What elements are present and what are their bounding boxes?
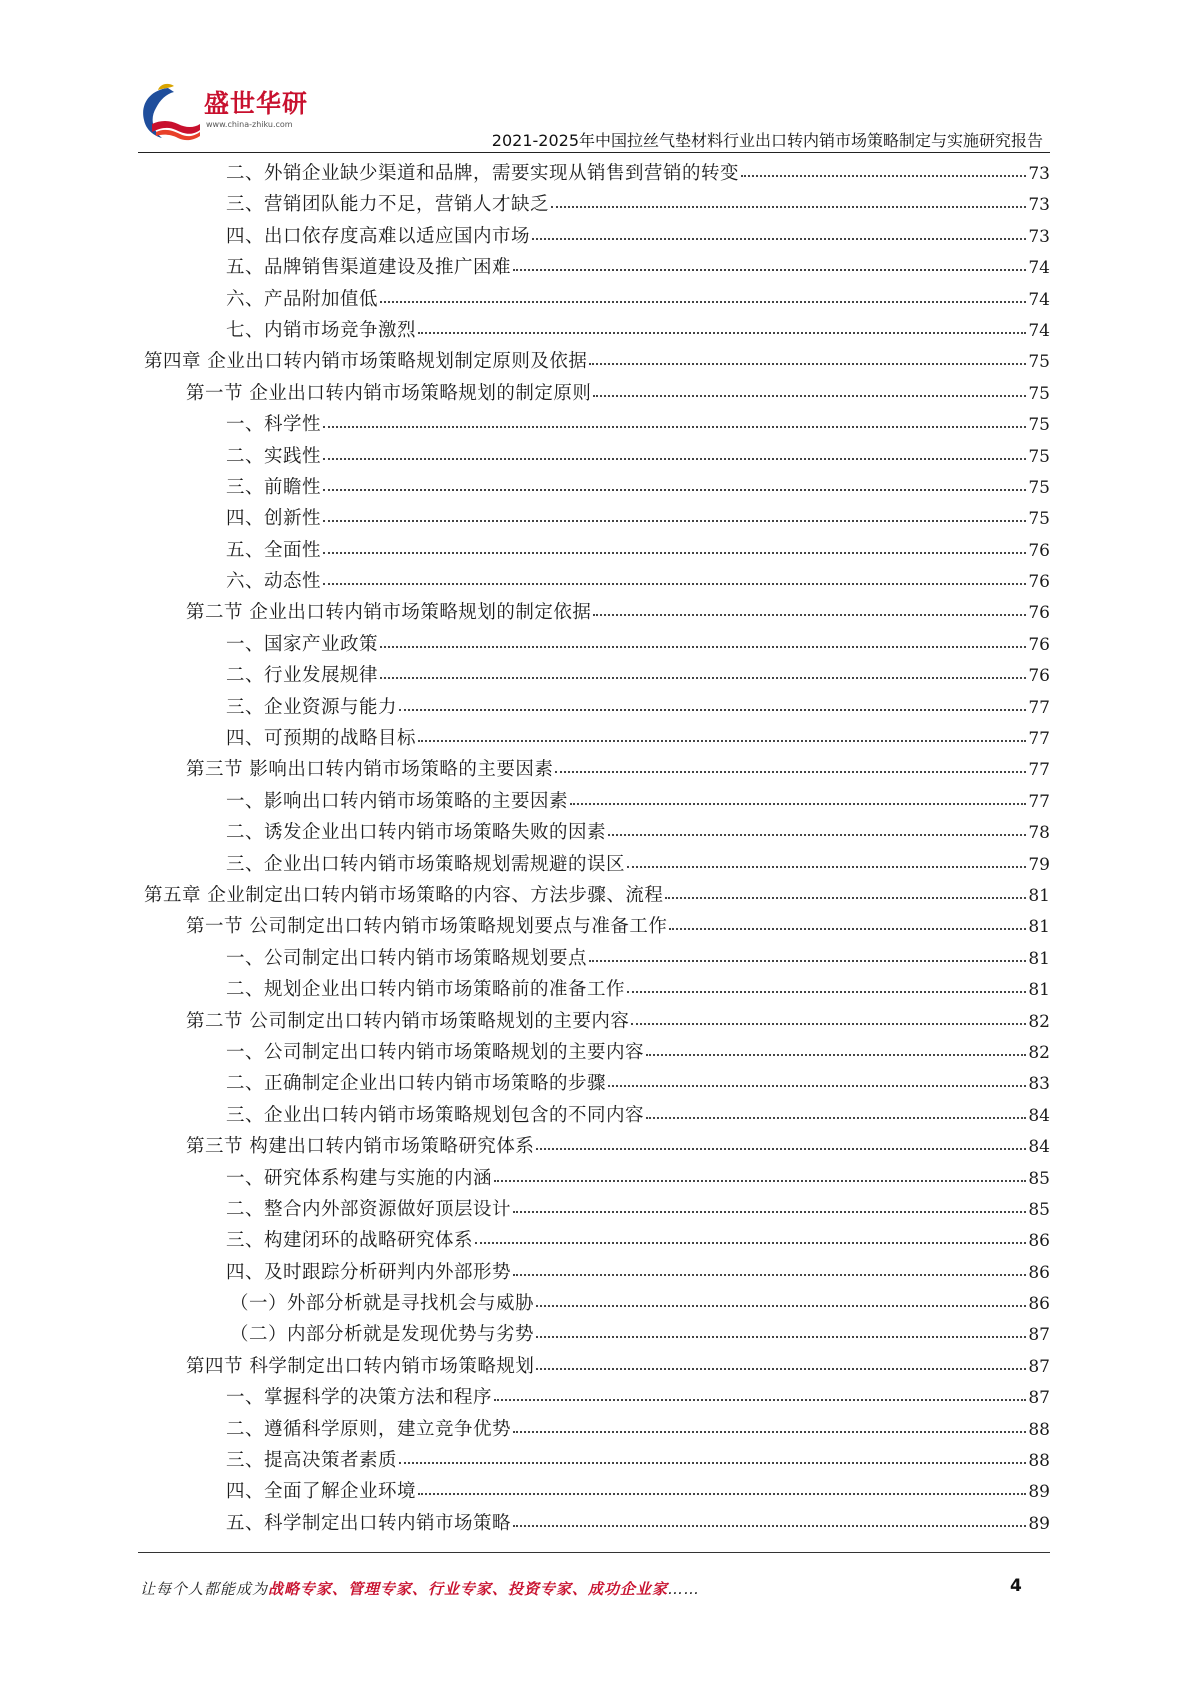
toc-entry-label: （二）内部分析就是发现优势与劣势 bbox=[230, 1324, 535, 1346]
toc-entry-label: 二、整合内外部资源做好顶层设计 bbox=[226, 1198, 512, 1220]
toc-entry[interactable] bbox=[144, 1351, 1050, 1382]
toc-leader-dots bbox=[627, 865, 1026, 868]
toc-leader-dots bbox=[475, 1241, 1026, 1244]
toc-entry-label: 三、提高决策者素质 bbox=[226, 1450, 398, 1472]
toc-leader-dots bbox=[418, 1492, 1026, 1495]
toc-leader-dots bbox=[608, 833, 1026, 836]
toc-entry-label: 二、正确制定企业出口转内销市场策略的步骤 bbox=[226, 1073, 607, 1095]
toc-entry-label: 三、企业出口转内销市场策略规划包含的不同内容 bbox=[226, 1104, 645, 1126]
toc-entry-page: 76 bbox=[1028, 603, 1050, 624]
toc-leader-dots bbox=[323, 425, 1026, 428]
toc-entry-label: 四、创新性 bbox=[226, 508, 322, 530]
toc-entry-page: 81 bbox=[1028, 885, 1050, 906]
toc-leader-dots bbox=[494, 1398, 1026, 1401]
toc-entry[interactable] bbox=[144, 629, 1050, 660]
toc-leader-dots bbox=[513, 1210, 1026, 1213]
toc-leader-dots bbox=[513, 1524, 1026, 1527]
toc-leader-dots bbox=[380, 676, 1026, 679]
toc-entry-label: 二、规划企业出口转内销市场策略前的准备工作 bbox=[226, 979, 626, 1001]
toc-entry[interactable] bbox=[144, 1476, 1050, 1507]
toc-leader-dots bbox=[593, 394, 1026, 397]
toc-entry-page: 75 bbox=[1028, 509, 1050, 530]
toc-entry-label: 二、遵循科学原则，建立竞争优势 bbox=[226, 1418, 512, 1440]
toc-entry-label: 三、营销团队能力不足，营销人才缺乏 bbox=[226, 194, 550, 216]
toc-leader-dots bbox=[627, 990, 1026, 993]
toc-entry[interactable] bbox=[144, 1257, 1050, 1288]
toc-entry[interactable] bbox=[144, 1414, 1050, 1445]
toc-leader-dots bbox=[536, 1304, 1026, 1307]
toc-entry-page: 77 bbox=[1028, 760, 1050, 781]
toc-entry[interactable] bbox=[144, 378, 1050, 409]
logo-url: www.china-zhiku.com bbox=[206, 120, 293, 129]
toc-entry-label: 四、可预期的战略目标 bbox=[226, 728, 417, 750]
toc-entry-label: 四、出口依存度高难以适应国内市场 bbox=[226, 225, 531, 247]
toc-leader-dots bbox=[646, 1116, 1026, 1119]
toc-leader-dots bbox=[323, 519, 1026, 522]
toc-leader-dots bbox=[513, 1273, 1026, 1276]
toc-entry-label: 一、研究体系构建与实施的内涵 bbox=[226, 1167, 493, 1189]
toc-leader-dots bbox=[323, 488, 1026, 491]
toc-entry[interactable] bbox=[144, 1100, 1050, 1131]
slogan-highlight: 战略专家、管理专家、行业专家、投资专家、成功企业家 bbox=[268, 1580, 669, 1598]
toc-entry-label: 一、公司制定出口转内销市场策略规划的主要内容 bbox=[226, 1041, 645, 1063]
toc-entry[interactable] bbox=[144, 284, 1050, 315]
toc-entry[interactable] bbox=[144, 315, 1050, 346]
toc-leader-dots bbox=[536, 1335, 1026, 1338]
toc-leader-dots bbox=[593, 613, 1026, 616]
toc-entry-label: 一、掌握科学的决策方法和程序 bbox=[226, 1387, 493, 1409]
footer-divider bbox=[138, 1552, 1050, 1553]
toc-entry-page: 74 bbox=[1028, 258, 1050, 279]
toc-entry[interactable] bbox=[144, 692, 1050, 723]
toc-entry[interactable] bbox=[144, 1382, 1050, 1413]
toc-leader-dots bbox=[570, 802, 1026, 805]
toc-entry[interactable] bbox=[144, 754, 1050, 785]
toc-entry-page: 86 bbox=[1028, 1231, 1050, 1252]
toc-leader-dots bbox=[631, 1022, 1026, 1025]
toc-leader-dots bbox=[741, 174, 1026, 177]
toc-entry-page: 75 bbox=[1028, 352, 1050, 373]
toc-entry-label: 一、影响出口转内销市场策略的主要因素 bbox=[226, 790, 569, 812]
toc-entry-page: 76 bbox=[1028, 540, 1050, 561]
toc-entry-label: 二、诱发企业出口转内销市场策略失败的因素 bbox=[226, 822, 607, 844]
toc-entry[interactable] bbox=[144, 189, 1050, 220]
toc-leader-dots bbox=[399, 1461, 1026, 1464]
toc-entry-label: 六、动态性 bbox=[226, 571, 322, 593]
toc-leader-dots bbox=[589, 959, 1026, 962]
toc-entry-label: 二、实践性 bbox=[226, 445, 322, 467]
toc-entry-page: 82 bbox=[1028, 1042, 1050, 1063]
toc-entry-label: 三、构建闭环的战略研究体系 bbox=[226, 1230, 474, 1252]
toc-entry-page: 77 bbox=[1028, 697, 1050, 718]
toc-entry[interactable] bbox=[144, 1006, 1050, 1037]
table-of-contents bbox=[144, 158, 1050, 1539]
toc-entry[interactable] bbox=[144, 1508, 1050, 1539]
toc-entry[interactable] bbox=[144, 911, 1050, 942]
toc-leader-dots bbox=[399, 708, 1026, 711]
toc-entry-label: 一、科学性 bbox=[226, 414, 322, 436]
toc-leader-dots bbox=[494, 1179, 1026, 1182]
toc-entry-label: 四、及时跟踪分析研判内外部形势 bbox=[226, 1261, 512, 1283]
toc-leader-dots bbox=[323, 551, 1026, 554]
toc-entry-page: 75 bbox=[1028, 415, 1050, 436]
toc-leader-dots bbox=[555, 770, 1026, 773]
toc-leader-dots bbox=[380, 645, 1026, 648]
toc-entry-label: 五、全面性 bbox=[226, 539, 322, 561]
toc-entry-page: 74 bbox=[1028, 289, 1050, 310]
toc-entry-label: （一）外部分析就是寻找机会与威胁 bbox=[230, 1293, 535, 1315]
toc-leader-dots bbox=[646, 1053, 1026, 1056]
report-title: 2021-2025年中国拉丝气垫材料行业出口转内销市场策略制定与实施研究报告 bbox=[491, 131, 1043, 150]
toc-entry-label: 第一节 公司制定出口转内销市场策略规划要点与准备工作 bbox=[186, 916, 668, 938]
toc-entry-page: 81 bbox=[1028, 948, 1050, 969]
toc-entry-page: 75 bbox=[1028, 383, 1050, 404]
slogan-suffix: …… bbox=[668, 1580, 701, 1598]
toc-leader-dots bbox=[532, 237, 1026, 240]
logo-name: 盛世华研 bbox=[204, 89, 309, 118]
toc-entry[interactable] bbox=[144, 817, 1050, 848]
toc-leader-dots bbox=[418, 331, 1026, 334]
slogan-prefix: 让每个人都能成为 bbox=[140, 1580, 269, 1598]
toc-entry-page: 76 bbox=[1028, 572, 1050, 593]
header-divider bbox=[138, 152, 1050, 153]
toc-entry[interactable] bbox=[144, 943, 1050, 974]
toc-entry-page: 73 bbox=[1028, 226, 1050, 247]
toc-entry-label: 第一节 企业出口转内销市场策略规划的制定原则 bbox=[186, 382, 592, 404]
toc-entry-label: 第三节 构建出口转内销市场策略研究体系 bbox=[186, 1136, 535, 1158]
toc-entry-label: 三、企业资源与能力 bbox=[226, 696, 398, 718]
page-number: 4 bbox=[1010, 1576, 1022, 1596]
toc-entry-page: 86 bbox=[1028, 1262, 1050, 1283]
toc-entry-label: 一、公司制定出口转内销市场策略规划要点 bbox=[226, 947, 588, 969]
footer-slogan bbox=[140, 1578, 700, 1599]
toc-entry-page: 88 bbox=[1028, 1419, 1050, 1440]
toc-entry[interactable] bbox=[144, 597, 1050, 628]
toc-entry[interactable] bbox=[144, 566, 1050, 597]
toc-entry-page: 84 bbox=[1028, 1105, 1050, 1126]
toc-entry-page: 77 bbox=[1028, 791, 1050, 812]
toc-leader-dots bbox=[323, 582, 1026, 585]
toc-leader-dots bbox=[669, 927, 1026, 930]
toc-entry-label: 二、行业发展规律 bbox=[226, 665, 379, 687]
toc-leader-dots bbox=[665, 896, 1026, 899]
toc-entry-label: 一、国家产业政策 bbox=[226, 633, 379, 655]
toc-entry-page: 83 bbox=[1028, 1074, 1050, 1095]
toc-entry-page: 81 bbox=[1028, 980, 1050, 1001]
toc-entry-label: 第二节 企业出口转内销市场策略规划的制定依据 bbox=[186, 602, 592, 624]
toc-leader-dots bbox=[323, 457, 1026, 460]
toc-entry-page: 75 bbox=[1028, 446, 1050, 467]
toc-entry[interactable] bbox=[144, 252, 1050, 283]
toc-entry-page: 79 bbox=[1028, 854, 1050, 875]
toc-entry-label: 第三节 影响出口转内销市场策略的主要因素 bbox=[186, 759, 554, 781]
toc-entry[interactable] bbox=[144, 1131, 1050, 1162]
toc-leader-dots bbox=[513, 1430, 1026, 1433]
toc-entry-label: 五、科学制定出口转内销市场策略 bbox=[226, 1512, 512, 1534]
toc-entry-page: 84 bbox=[1028, 1137, 1050, 1158]
logo-emblem-icon bbox=[138, 80, 204, 142]
toc-entry-label: 第四节 科学制定出口转内销市场策略规划 bbox=[186, 1355, 535, 1377]
toc-entry[interactable] bbox=[144, 1068, 1050, 1099]
toc-leader-dots bbox=[551, 205, 1026, 208]
toc-entry-label: 七、内销市场竞争激烈 bbox=[226, 319, 417, 341]
toc-entry-page: 73 bbox=[1028, 195, 1050, 216]
toc-entry[interactable] bbox=[144, 786, 1050, 817]
toc-entry-page: 76 bbox=[1028, 634, 1050, 655]
toc-entry-page: 77 bbox=[1028, 729, 1050, 750]
toc-entry[interactable] bbox=[144, 880, 1050, 911]
page-header bbox=[0, 0, 1191, 150]
toc-entry[interactable] bbox=[144, 1445, 1050, 1476]
toc-entry[interactable] bbox=[144, 441, 1050, 472]
toc-entry[interactable] bbox=[144, 723, 1050, 754]
toc-entry[interactable] bbox=[144, 535, 1050, 566]
toc-entry-page: 74 bbox=[1028, 320, 1050, 341]
toc-entry-page: 88 bbox=[1028, 1451, 1050, 1472]
toc-entry-page: 89 bbox=[1028, 1513, 1050, 1534]
toc-leader-dots bbox=[536, 1147, 1026, 1150]
toc-entry[interactable] bbox=[144, 1319, 1050, 1350]
toc-entry-label: 五、品牌销售渠道建设及推广困难 bbox=[226, 257, 512, 279]
toc-entry[interactable] bbox=[144, 503, 1050, 534]
toc-entry-page: 81 bbox=[1028, 917, 1050, 938]
toc-entry-label: 六、产品附加值低 bbox=[226, 288, 379, 310]
toc-entry-label: 四、全面了解企业环境 bbox=[226, 1481, 417, 1503]
toc-leader-dots bbox=[608, 1084, 1026, 1087]
toc-leader-dots bbox=[589, 362, 1026, 365]
toc-entry-page: 78 bbox=[1028, 823, 1050, 844]
toc-entry-page: 85 bbox=[1028, 1168, 1050, 1189]
toc-entry-page: 73 bbox=[1028, 164, 1050, 184]
toc-entry[interactable] bbox=[144, 346, 1050, 377]
toc-entry-label: 第四章 企业出口转内销市场策略规划制定原则及依据 bbox=[144, 351, 588, 373]
toc-entry[interactable] bbox=[144, 849, 1050, 880]
toc-entry-page: 76 bbox=[1028, 666, 1050, 687]
toc-leader-dots bbox=[380, 300, 1026, 303]
toc-entry-page: 89 bbox=[1028, 1482, 1050, 1503]
toc-entry-page: 85 bbox=[1028, 1199, 1050, 1220]
company-logo bbox=[138, 80, 308, 146]
toc-entry-label: 二、外销企业缺少渠道和品牌，需要实现从销售到营销的转变 bbox=[226, 163, 740, 184]
toc-entry-page: 86 bbox=[1028, 1294, 1050, 1315]
toc-entry-label: 三、前瞻性 bbox=[226, 476, 322, 498]
toc-entry[interactable] bbox=[144, 158, 1050, 189]
toc-entry[interactable] bbox=[144, 974, 1050, 1005]
toc-entry-page: 82 bbox=[1028, 1011, 1050, 1032]
toc-leader-dots bbox=[513, 268, 1026, 271]
toc-entry-label: 第二节 公司制定出口转内销市场策略规划的主要内容 bbox=[186, 1010, 630, 1032]
toc-entry[interactable] bbox=[144, 1163, 1050, 1194]
toc-entry[interactable] bbox=[144, 1288, 1050, 1319]
toc-entry[interactable] bbox=[144, 409, 1050, 440]
toc-entry-label: 三、企业出口转内销市场策略规划需规避的误区 bbox=[226, 853, 626, 875]
toc-entry[interactable] bbox=[144, 1225, 1050, 1256]
toc-leader-dots bbox=[418, 739, 1026, 742]
toc-entry[interactable] bbox=[144, 1194, 1050, 1225]
toc-entry[interactable] bbox=[144, 221, 1050, 252]
toc-entry-page: 87 bbox=[1028, 1325, 1050, 1346]
toc-entry[interactable] bbox=[144, 472, 1050, 503]
toc-entry-page: 75 bbox=[1028, 477, 1050, 498]
toc-entry-page: 87 bbox=[1028, 1388, 1050, 1409]
toc-entry-label: 第五章 企业制定出口转内销市场策略的内容、方法步骤、流程 bbox=[144, 884, 664, 906]
toc-entry-page: 87 bbox=[1028, 1356, 1050, 1377]
toc-leader-dots bbox=[536, 1367, 1026, 1370]
toc-entry[interactable] bbox=[144, 1037, 1050, 1068]
toc-entry[interactable] bbox=[144, 660, 1050, 691]
